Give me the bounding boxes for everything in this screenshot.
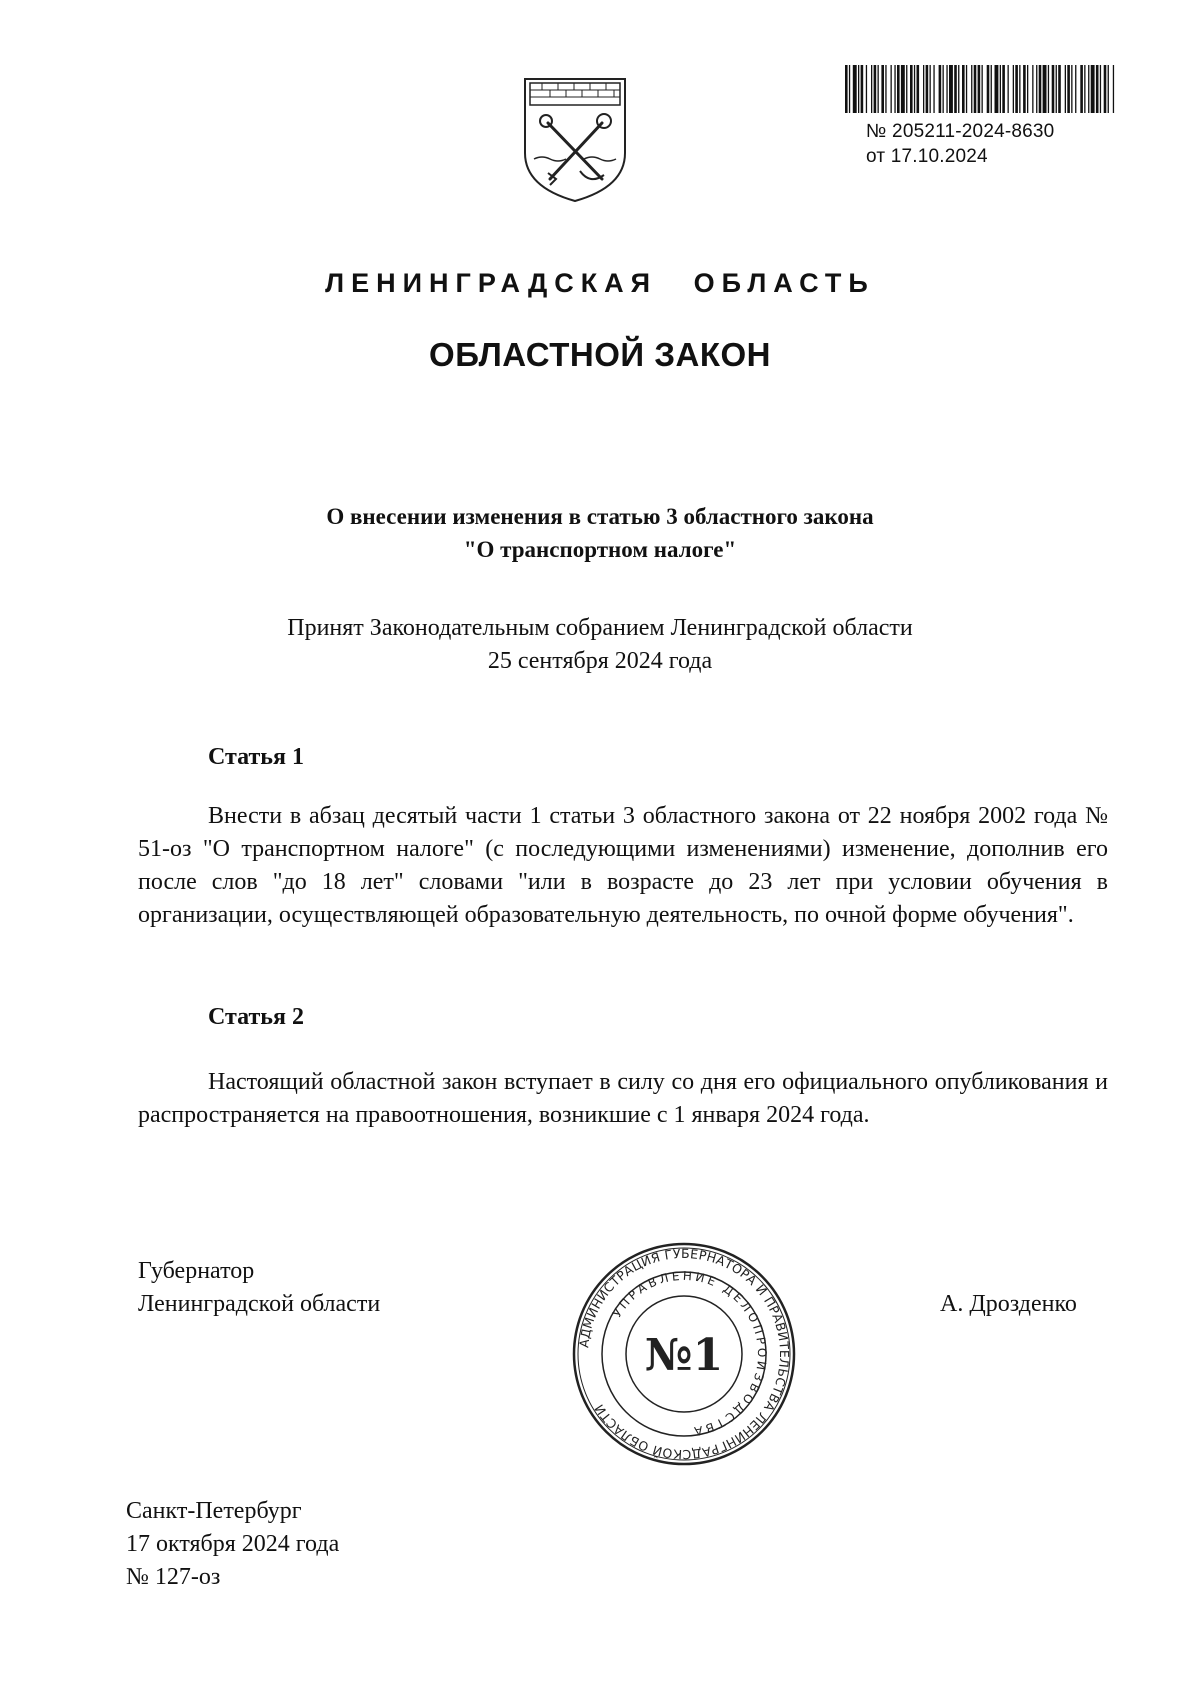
barcode-bar [974, 65, 977, 113]
barcode-bar [914, 65, 915, 113]
barcode-bar [1067, 65, 1070, 113]
barcode-bar [901, 65, 905, 113]
barcode-bar [982, 65, 983, 113]
footer-date: 17 октября 2024 года [126, 1531, 340, 1557]
barcode-bar [910, 65, 913, 113]
barcode-bar [1056, 65, 1057, 113]
barcode-bar [1104, 65, 1107, 113]
barcode-bar [971, 65, 972, 113]
adoption-date: 25 сентября 2024 года [487, 648, 713, 674]
barcode-bar [885, 65, 886, 113]
barcode-bar [991, 65, 992, 113]
barcode-bar [943, 65, 944, 113]
law-title [0, 500, 1200, 566]
signatory-name: А. Дрозденко [940, 1291, 1077, 1317]
signatory-title-line-2: Ленинградской области [138, 1291, 381, 1317]
barcode-bar [995, 65, 999, 113]
barcode-bar [1043, 65, 1047, 113]
barcode-bar [1036, 65, 1037, 113]
article-1-heading: Статья 1 [208, 744, 304, 770]
footer-city: Санкт-Петербург [126, 1498, 302, 1524]
adoption-note [0, 612, 1200, 678]
barcode-bar [1013, 65, 1014, 113]
barcode-bar [1027, 65, 1028, 113]
barcode-bar [1108, 65, 1109, 113]
region-title: ЛЕНИНГРАДСКАЯ ОБЛАСТЬ [325, 268, 875, 298]
law-title-line-2: "О транспортном налоге" [463, 537, 737, 562]
footer-block [126, 1495, 339, 1594]
barcode-bar [933, 65, 934, 113]
barcode-bar [906, 65, 907, 113]
barcode-bar [946, 65, 947, 113]
barcode-bar [1015, 65, 1018, 113]
registration-date: от 17.10.2024 [866, 146, 988, 167]
barcode-bar [987, 65, 990, 113]
barcode-bar [858, 65, 859, 113]
signatory-title [138, 1255, 380, 1321]
barcode-bar [897, 65, 900, 113]
barcode-bar [1071, 65, 1072, 113]
seal-outer-text: АДМИНИСТРАЦИЯ ГУБЕРНАТОРА И ПРАВИТЕЛЬСТВА ЛЕНИНГРАДСКОЙ ОБЛАСТИ [576, 1245, 793, 1463]
barcode-bar [1052, 65, 1055, 113]
barcode-bar [874, 65, 877, 113]
official-seal [570, 1240, 798, 1468]
barcode-bar [954, 65, 957, 113]
barcode-bar [1058, 65, 1061, 113]
barcode-bar [1002, 65, 1005, 113]
barcode-bar [891, 65, 892, 113]
barcode-bar [926, 65, 929, 113]
law-title-line-1: О внесении изменения в статью 3 областного закона [326, 504, 874, 529]
article-2-text: Настоящий областной закон вступает в силу со дня его официального опубликования и распространяется на правоотношения, возникшие с 1 января 2024 года. [138, 1069, 1108, 1128]
barcode-bar [1100, 65, 1101, 113]
barcode-bar [1084, 65, 1085, 113]
seal-center-number: №1 [644, 1330, 724, 1381]
barcode-bar [1091, 65, 1095, 113]
article-2-heading: Статья 2 [208, 1004, 304, 1030]
barcode-bar [1065, 65, 1066, 113]
barcode-bar [1023, 65, 1026, 113]
barcode-bar [849, 65, 850, 113]
barcode-bar [1039, 65, 1042, 113]
barcode-bar [894, 65, 895, 113]
signatory-title-line-1: Губернатор [138, 1258, 255, 1284]
barcode-bar [966, 65, 967, 113]
seal-inner-text: УПРАВЛЕНИЕ ДЕЛОПРОИЗВОДСТВА [609, 1268, 770, 1439]
barcode-bar [962, 65, 965, 113]
barcode [845, 65, 1115, 113]
coat-of-arms-icon [520, 75, 630, 205]
barcode-bar [939, 65, 942, 113]
barcode-bar [930, 65, 931, 113]
barcode-bar [978, 65, 981, 113]
barcode-bar [1048, 65, 1049, 113]
barcode-bar [881, 65, 884, 113]
barcode-bar [861, 65, 864, 113]
barcode-bar [1019, 65, 1020, 113]
barcode-bar [917, 65, 920, 113]
document-type: ОБЛАСТНОЙ ЗАКОН [429, 336, 771, 373]
barcode-bar [1008, 65, 1009, 113]
article-1-text: Внести в абзац десятый части 1 статьи 3 областного закона от 22 ноября 2002 года № 51-оз "О транспортном налоге" (с последующими изменениями) изменение, дополнив его после слов "до 18 лет" словами "или в возрасте до 23 лет при условии обучения в организации, осуществляющей образовательную деятельность, по очной форме обучения". [138, 803, 1108, 928]
barcode-bar [866, 65, 867, 113]
adoption-body: Принят Законодательным собранием Ленинградской области [287, 615, 913, 641]
barcode-bar [923, 65, 924, 113]
barcode-bar [1096, 65, 1099, 113]
barcode-bar [1088, 65, 1089, 113]
barcode-bar [845, 65, 848, 113]
barcode-bar [949, 65, 953, 113]
barcode-bar [1075, 65, 1076, 113]
barcode-bar [1113, 65, 1114, 113]
barcode-bar [878, 65, 879, 113]
barcode-bar [853, 65, 857, 113]
barcode-bar [1000, 65, 1001, 113]
registration-number: № 205211-2024-8630 [866, 121, 1055, 142]
footer-law-number: № 127-оз [126, 1564, 221, 1590]
barcode-bar [1080, 65, 1083, 113]
barcode-bar [1032, 65, 1033, 113]
barcode-bar [871, 65, 872, 113]
barcode-bar [958, 65, 959, 113]
